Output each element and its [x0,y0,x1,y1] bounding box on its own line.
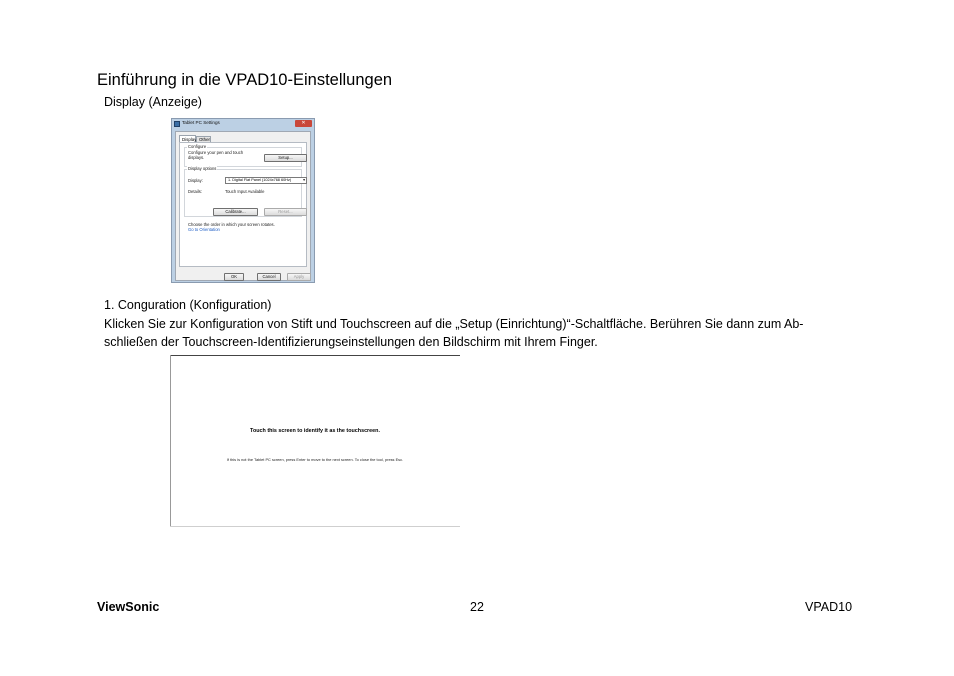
dialog-body [175,131,311,281]
cancel-button[interactable]: Cancel [257,273,281,281]
details-value: Touch Input Available [225,189,265,194]
instruction-text-line2: schließen der Touchscreen-Identifizierungseinstellungen den Bildschirm mit Ihrem Finger. [104,335,598,349]
apply-button[interactable]: Apply [287,273,311,281]
tab-panel-display [179,142,307,267]
touch-identify-screen[interactable] [170,355,460,527]
configure-group-label: Configure [188,144,207,149]
display-select[interactable] [225,177,307,184]
page-title: Einführung in die VPAD10-Einstellungen [97,71,393,89]
calibrate-button[interactable]: Calibrate... [213,208,258,216]
step-heading: 1. Conguration (Konfiguration) [104,298,272,312]
tablet-pc-settings-dialog [171,118,315,283]
tablet-app-icon [174,121,180,127]
orientation-text: Choose the order in which your screen rotates. [188,222,275,227]
instruction-text-line1: Klicken Sie zur Konfiguration von Stift und Touchscreen auf die „Setup (Einrichtung)“-Schaltfläche. Berühren Sie dann zum Ab- [104,317,804,331]
footer-model: VPAD10 [805,600,853,614]
dialog-titlebar [172,119,314,130]
display-select-value: 1. Digital Flat Panel (1024x768 60Hz) [228,178,292,182]
ok-button[interactable]: OK [224,273,244,281]
display-options-label: Display options [188,166,217,171]
footer-brand: ViewSonic [97,600,160,614]
divider [170,526,460,527]
configure-description-cont: displays. [188,155,205,160]
tab-display[interactable]: Display [179,135,196,142]
setup-button[interactable]: Setup... [264,154,307,162]
divider [170,355,171,527]
section-subtitle: Display (Anzeige) [104,95,202,109]
divider [170,355,460,356]
configure-description: Configure your pen and touch [188,150,244,155]
page-number: 22 [470,600,484,614]
details-label: Details: [188,189,202,194]
tab-other[interactable]: Other [196,136,211,142]
touch-instruction: Touch this screen to identify it as the touchscreen. [250,428,380,434]
reset-button[interactable]: Reset... [264,208,307,216]
touch-hint: If this is not the Tablet PC screen, press Enter to move to the next screen. To close the tool, press Esc. [226,457,404,462]
display-label: Display: [188,178,203,183]
close-icon[interactable]: ✕ [295,120,312,127]
dialog-title: Tablet PC Settings [182,120,220,125]
chevron-down-icon: ▾ [303,178,305,182]
orientation-link[interactable]: Go to Orientation [188,227,220,232]
